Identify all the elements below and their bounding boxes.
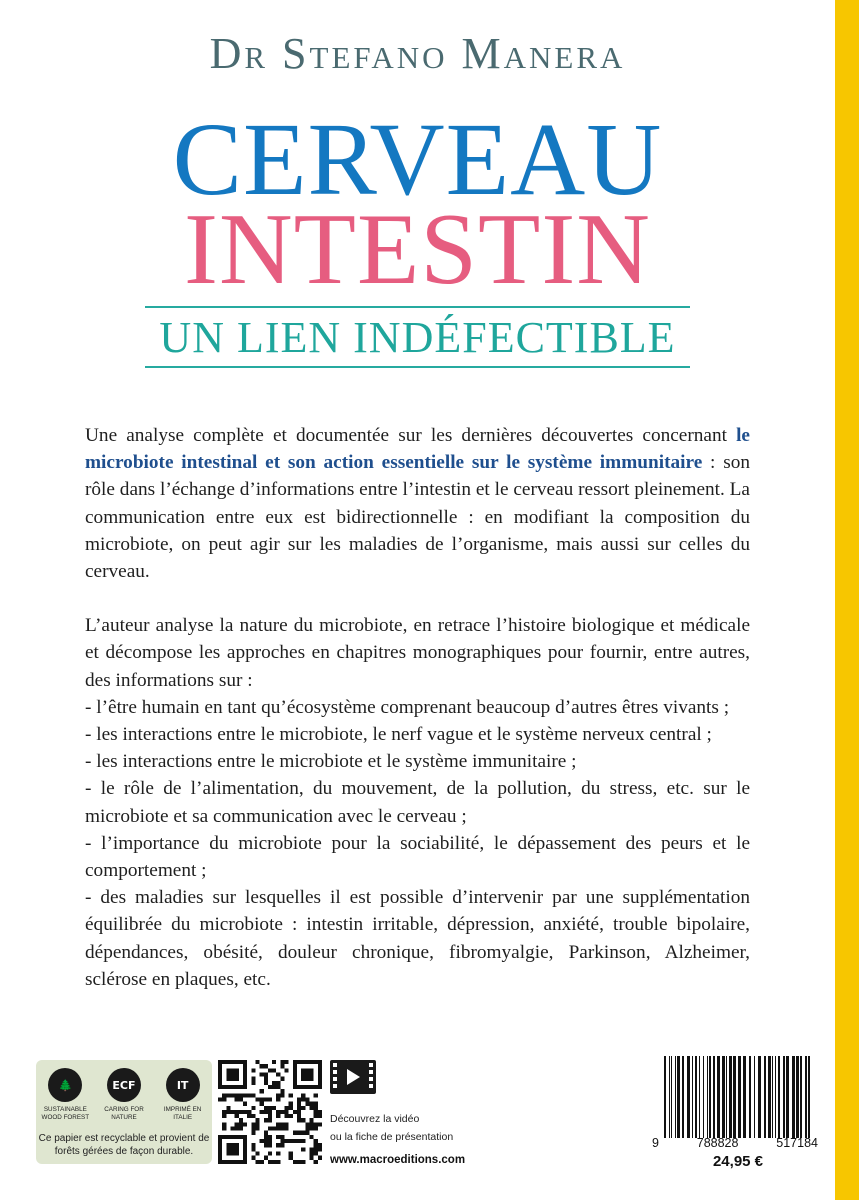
subtitle: UN LIEN INDÉFECTIBLE xyxy=(159,313,676,362)
eco-labels-row xyxy=(36,1106,212,1121)
eco-label: SUSTAINABLE WOOD FOREST xyxy=(41,1106,90,1121)
yellow-spine-band xyxy=(835,0,859,1200)
title-line-intestin: INTESTIN xyxy=(184,193,651,306)
list-item: - les interactions entre le microbiote, le nerf vague et le système nerveux central ; xyxy=(85,724,712,746)
intro-paragraph xyxy=(85,422,750,585)
list-item: - le rôle de l’alimentation, du mouvement, de la pollution, du stress, etc. sur le microbiote et sa communication avec le cerveau ; xyxy=(85,778,750,827)
tree-icon: 🌲 xyxy=(48,1068,82,1102)
recycling-note: Ce papier est recyclable et provient de forêts gérées de façon durable. xyxy=(38,1133,210,1157)
intro-text-start: Une analyse complète et documentée sur les dernières découvertes concernant xyxy=(85,425,737,446)
eco-icons-row xyxy=(36,1068,212,1102)
list-item: - les interactions entre le microbiote et le système immunitaire ; xyxy=(85,751,577,773)
title-line-cerveau: CERVEAU xyxy=(172,102,663,217)
video-caption-line: Découvrez la vidéo xyxy=(330,1113,420,1125)
back-cover-text xyxy=(85,422,750,993)
video-caption-line: ou la fiche de présentation xyxy=(330,1131,454,1143)
author-name: Dr Stefano Manera xyxy=(209,29,626,78)
eco-label: IMPRIMÉ EN ITALIE xyxy=(163,1106,202,1121)
list-item: - l’importance du microbiote pour la sociabilité, le dépassement des peurs et le comportement ; xyxy=(85,832,750,882)
isbn-number xyxy=(652,1136,818,1150)
intro-text-end: : son rôle dans l’échange d’informations entre l’intestin et le cerveau ressort pleinement. La communication entre eux est bidirectionnelle : en modifiant la composition du microbiote, on peut agir sur les maladies de l’organisme, mais aussi sur celles du cerveau. xyxy=(85,452,750,583)
subtitle-rule-bottom xyxy=(145,366,690,368)
eco-label: CARING FOR NATURE xyxy=(104,1106,144,1121)
eco-label-box xyxy=(36,1060,212,1164)
video-caption xyxy=(330,1110,520,1146)
website-link[interactable]: www.macroeditions.com xyxy=(330,1154,466,1166)
second-paragraph: L’auteur analyse la nature du microbiote, en retrace l’histoire biologique et médicale et décompose les approches en chapitres monographiques pour fournir, entre autres, des informations sur : xyxy=(85,615,750,691)
isbn-barcode xyxy=(660,1056,816,1138)
ecf-icon: ECF xyxy=(107,1068,141,1102)
paragraph-gap xyxy=(85,585,750,612)
price: 24,95 € xyxy=(712,1153,764,1170)
isbn-digit-group: 517184 xyxy=(776,1136,818,1150)
list-item: - l’être humain en tant qu’écosystème comprenant beaucoup d’autres êtres vivants ; xyxy=(85,696,730,718)
qr-code[interactable] xyxy=(218,1060,322,1164)
italy-map-icon: IT xyxy=(166,1068,200,1102)
highlight-text: le microbiote intestinal et son action essentielle sur le système immunitaire xyxy=(85,425,750,474)
subtitle-rule-top xyxy=(145,306,690,308)
video-play-icon[interactable] xyxy=(330,1060,376,1094)
isbn-digit-group: 9 xyxy=(652,1136,659,1150)
isbn-digit-group: 788828 xyxy=(696,1136,739,1150)
list-item: - des maladies sur lesquelles il est possible d’intervenir par une supplémentation équilibrée du microbiote : intestin irritable, dépression, anxiété, trouble bipolaire, dépendances, obésité, douleur chronique, fibromyalgie, Parkinson, Alzheimer, sclérose en plaques, etc. xyxy=(85,887,750,990)
